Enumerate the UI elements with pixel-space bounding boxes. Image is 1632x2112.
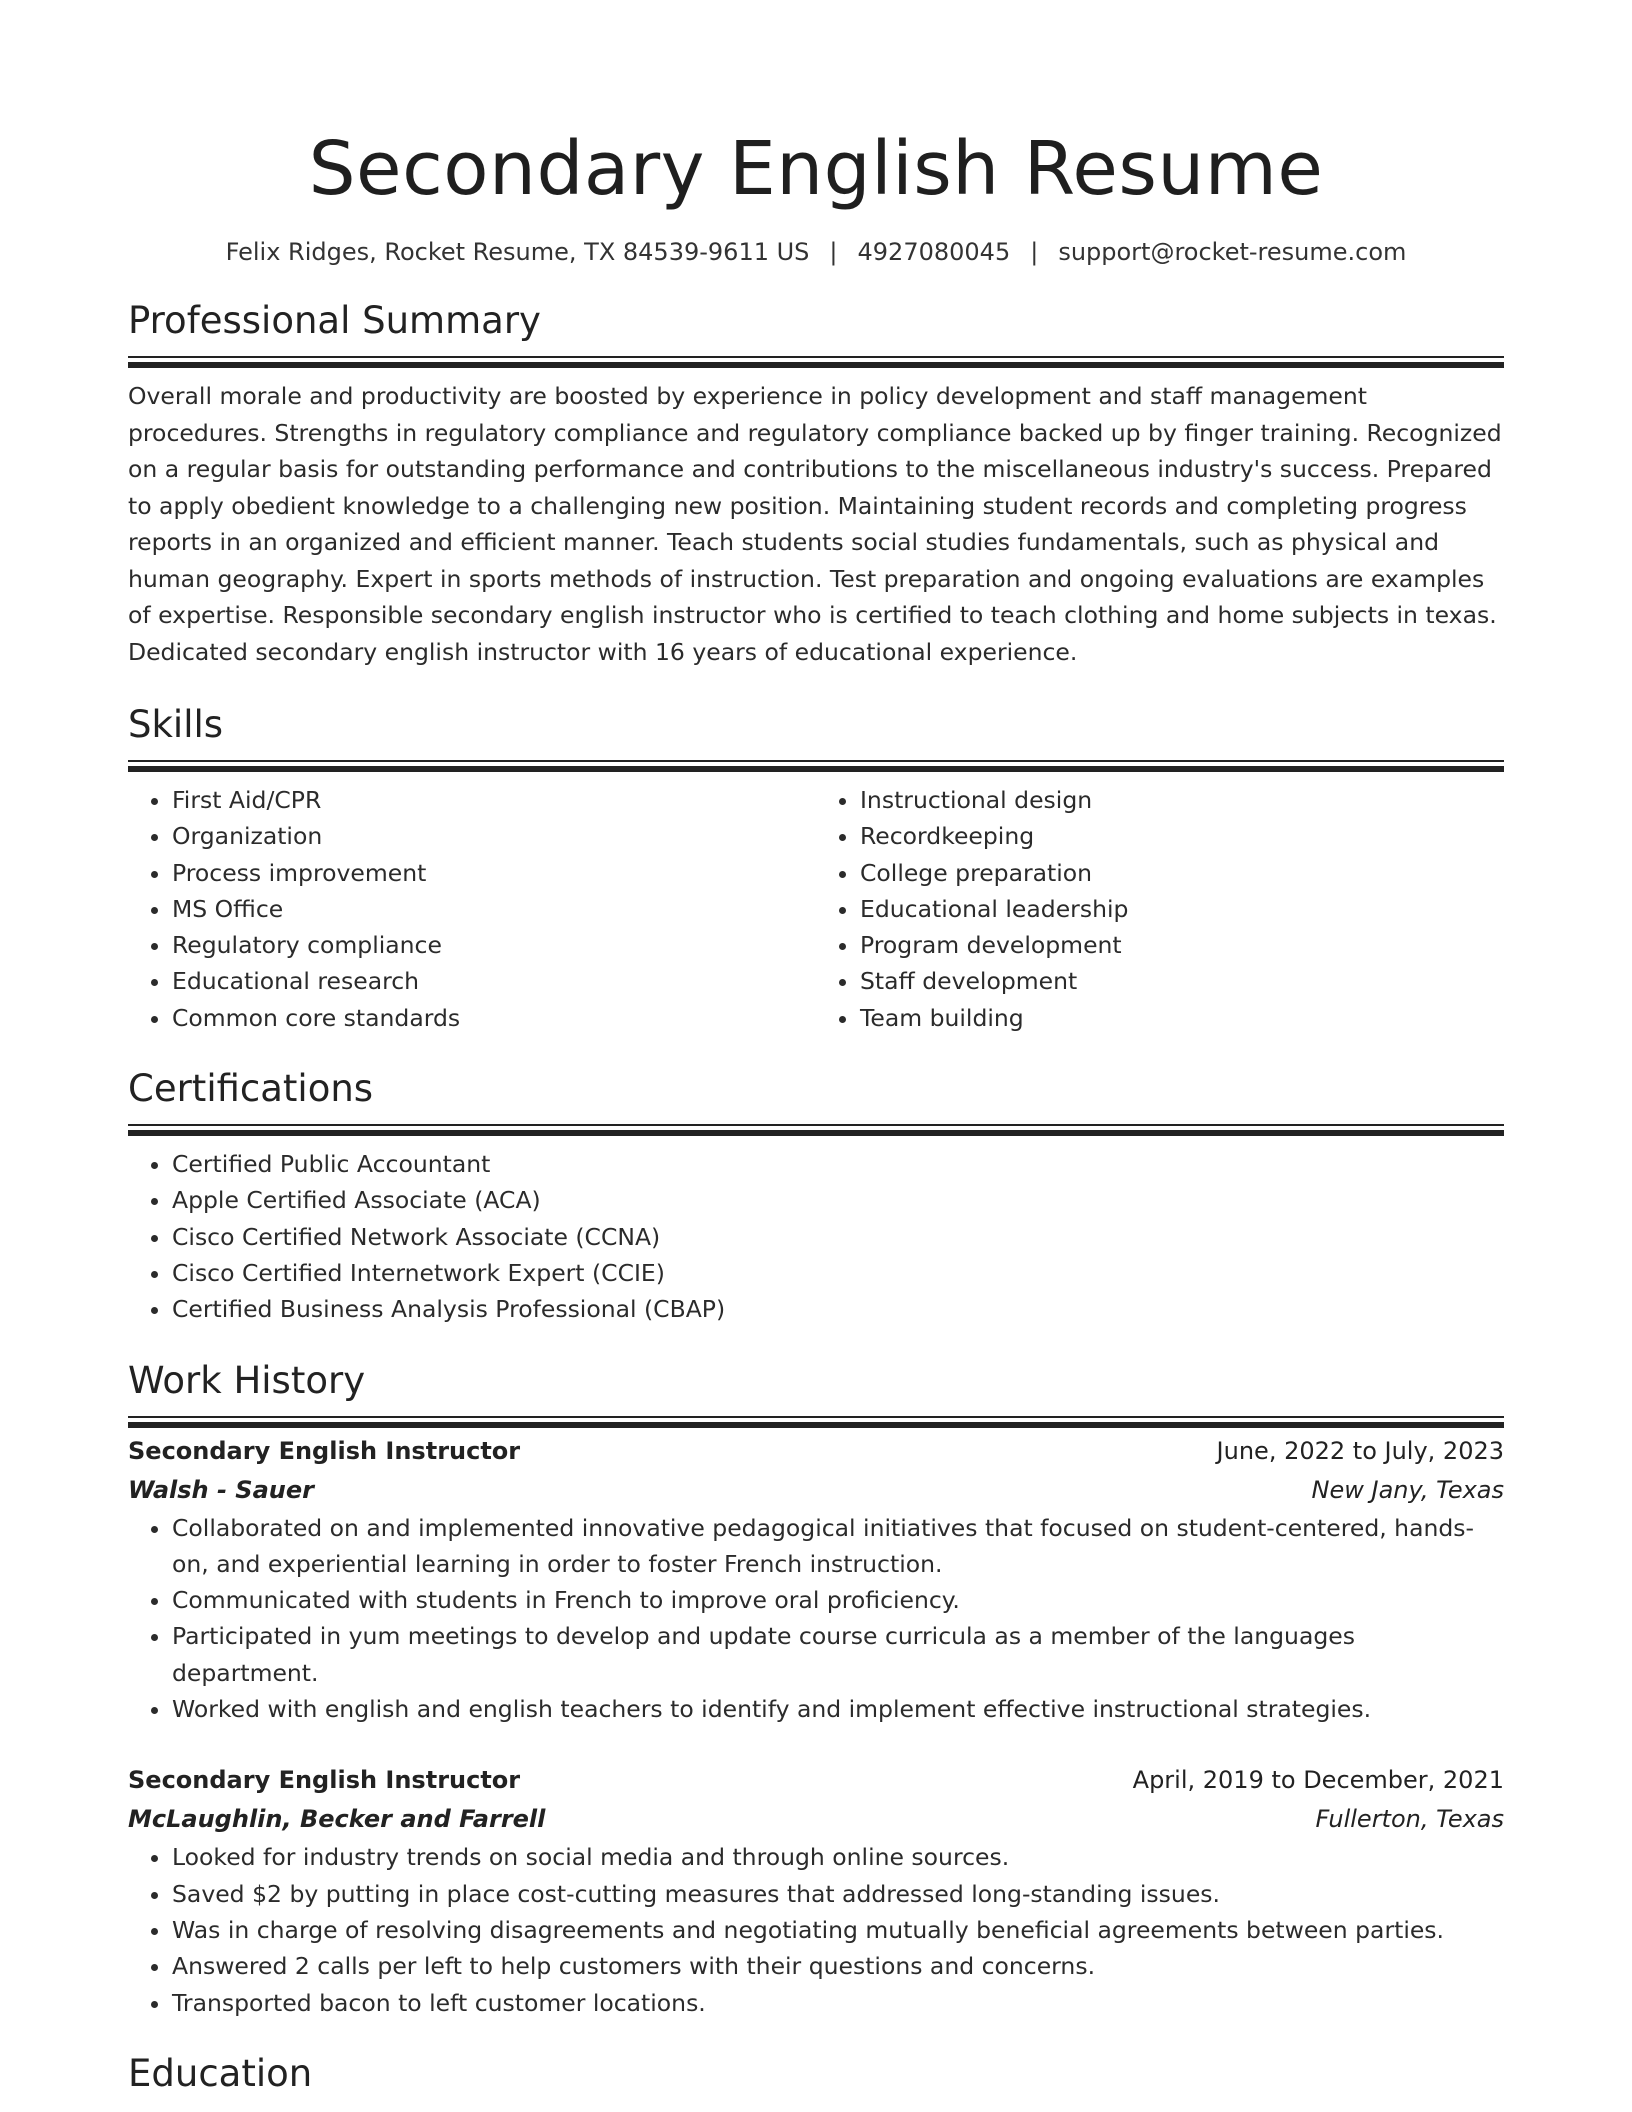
skills-list-right (816, 782, 1504, 1036)
contact-separator: | (1030, 238, 1039, 266)
certifications-heading: Certifications (128, 1067, 374, 1111)
education-heading: Education (128, 2051, 313, 2095)
summary-section (128, 296, 1504, 670)
skill-item: • Instructional design (860, 782, 1504, 818)
job-dates: June, 2022 to July, 2023 (1216, 1436, 1504, 1465)
job-company: Walsh - Sauer (128, 1475, 314, 1504)
certification-item: • Cisco Certified Network Associate (CCNA) (172, 1219, 1504, 1255)
job-bullet: • Saved $2 by putting in place cost-cutting measures that addressed long-standing issues. (172, 1876, 1504, 1912)
section-divider (128, 1124, 1504, 1126)
work-history-heading: Work History (128, 1358, 366, 1402)
certification-item: • Certified Business Analysis Professional (CBAP) (172, 1291, 1504, 1327)
education-section (128, 2049, 1504, 2099)
job-title: Secondary English Instructor (128, 1436, 521, 1465)
skill-item: • Organization (172, 818, 816, 854)
certification-item: • Cisco Certified Internetwork Expert (CCIE) (172, 1255, 1504, 1291)
summary-text: Overall morale and productivity are boosted by experience in policy development and staff management procedures. Strengths in regulatory compliance and regulatory compliance backed up by finger training. Recognized on a regular basis for outstanding performance and contributions to the miscellaneous industry's success. Prepared to apply obedient knowledge to a challenging new position. Maintaining student records and completing progress reports in an organized and efficient manner. Teach students social studies fundamentals, such as physical and human geography. Expert in sports methods of instruction. Test preparation and ongoing evaluations are examples of expertise. Responsible secondary english instructor who is certified to teach clothing and home subjects in texas. Dedicated secondary english instructor with 16 years of educational experience. (128, 382, 1502, 666)
job-location: Fullerton, Texas (1315, 1805, 1504, 1834)
skill-item: • College preparation (860, 855, 1504, 891)
resume-title: Secondary English Resume (308, 126, 1324, 212)
job-entry (128, 1761, 1504, 2020)
skills-list-left (128, 782, 816, 1036)
skill-item: • Educational leadership (860, 891, 1504, 927)
job-bullet: • Was in charge of resolving disagreements and negotiating mutually beneficial agreements between parties. (172, 1912, 1504, 1948)
job-title: Secondary English Instructor (128, 1766, 521, 1795)
skill-item: • Staff development (860, 963, 1504, 999)
contact-separator: | (829, 238, 838, 266)
skill-item: • Common core standards (172, 1000, 816, 1036)
job-header-row (128, 1761, 1504, 1800)
section-divider (128, 760, 1504, 762)
skill-item: • First Aid/CPR (172, 782, 816, 818)
skill-item: • Educational research (172, 963, 816, 999)
skills-column-left (128, 782, 816, 1036)
job-bullets (128, 1510, 1504, 1728)
skills-column-right (816, 782, 1504, 1036)
summary-heading: Professional Summary (128, 299, 541, 342)
skill-item: • MS Office (172, 891, 816, 927)
skill-item: • Recordkeeping (860, 818, 1504, 854)
job-bullet: • Answered 2 calls per left to help customers with their questions and concerns. (172, 1948, 1504, 1984)
job-bullet: • Collaborated on and implemented innovative pedagogical initiatives that focused on student-centered, hands-on, and experiential learning in order to foster French instruction. (172, 1510, 1504, 1583)
section-divider (128, 1416, 1504, 1418)
job-company-row (128, 1471, 1504, 1510)
certification-item: • Certified Public Accountant (172, 1146, 1504, 1182)
skill-item: • Team building (860, 1000, 1504, 1036)
skills-section (128, 700, 1504, 1036)
certification-item: • Apple Certified Associate (ACA) (172, 1182, 1504, 1218)
section-divider (128, 356, 1504, 358)
contact-address: Felix Ridges, Rocket Resume, TX 84539-9611 US (225, 238, 810, 266)
contact-phone: 4927080045 (857, 238, 1011, 266)
skills-columns (128, 782, 1504, 1036)
skill-item: • Regulatory compliance (172, 927, 816, 963)
job-bullets (128, 1839, 1504, 2020)
job-company: McLaughlin, Becker and Farrell (128, 1805, 546, 1834)
job-header-row (128, 1432, 1504, 1471)
work-history-section (128, 1356, 1504, 2021)
job-company-row (128, 1800, 1504, 1839)
skill-item: • Program development (860, 927, 1504, 963)
job-bullet: • Transported bacon to left customer locations. (172, 1985, 1504, 2021)
job-bullet: • Worked with english and english teachers to identify and implement effective instructional strategies. (172, 1691, 1504, 1727)
skill-item: • Process improvement (172, 855, 816, 891)
job-dates: April, 2019 to December, 2021 (1132, 1766, 1504, 1795)
certifications-list (128, 1146, 1504, 1327)
job-entry (128, 1432, 1504, 1728)
contact-line (128, 236, 1504, 268)
contact-email[interactable]: support@rocket-resume.com (1058, 238, 1407, 266)
job-bullet: • Communicated with students in French to improve oral proficiency. (172, 1582, 1504, 1618)
certifications-section (128, 1064, 1504, 1327)
job-bullet: • Participated in yum meetings to develop and update course curricula as a member of the languages department. (172, 1618, 1504, 1691)
job-bullet: • Looked for industry trends on social media and through online sources. (172, 1839, 1504, 1875)
skills-heading: Skills (128, 703, 224, 746)
job-location: New Jany, Texas (1311, 1475, 1504, 1504)
